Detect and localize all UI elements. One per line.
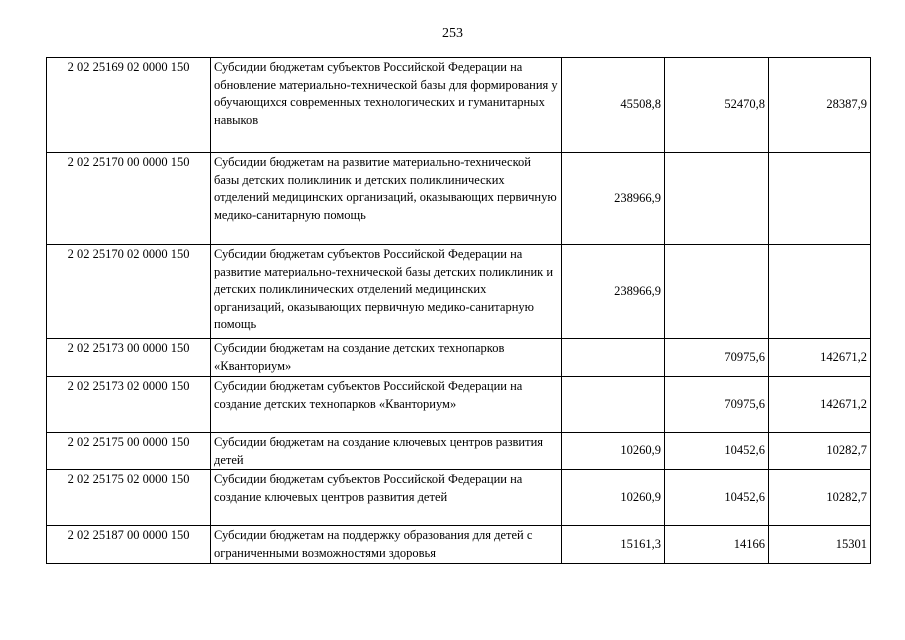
budget-code: 2 02 25169 02 0000 150 xyxy=(47,58,211,153)
budget-description: Субсидии бюджетам субъектов Российской Федерации на создание ключевых центров развития детей xyxy=(211,470,562,526)
budget-code: 2 02 25170 00 0000 150 xyxy=(47,153,211,245)
amount-col-1: 238966,9 xyxy=(562,153,665,245)
table-row xyxy=(47,526,871,564)
table-row xyxy=(47,245,871,339)
budget-description: Субсидии бюджетам субъектов Российской Федерации на создание детских технопарков «Кванториум» xyxy=(211,377,562,433)
amount-col-2 xyxy=(665,245,769,339)
amount-col-2: 52470,8 xyxy=(665,58,769,153)
budget-description: Субсидии бюджетам на поддержку образования для детей с ограниченными возможностями здоровья xyxy=(211,526,562,564)
budget-code: 2 02 25187 00 0000 150 xyxy=(47,526,211,564)
table-row xyxy=(47,470,871,526)
amount-col-1: 15161,3 xyxy=(562,526,665,564)
table-row xyxy=(47,339,871,377)
amount-col-1: 238966,9 xyxy=(562,245,665,339)
amount-col-2: 10452,6 xyxy=(665,433,769,470)
budget-description: Субсидии бюджетам субъектов Российской Федерации на развитие материально-технической базы детских поликлиник и детских поликлинических отделений медицинских организаций, оказывающих первичную медико-санитарную помощь xyxy=(211,245,562,339)
amount-col-3: 28387,9 xyxy=(769,58,871,153)
budget-description: Субсидии бюджетам на создание ключевых центров развития детей xyxy=(211,433,562,470)
amount-col-2 xyxy=(665,153,769,245)
amount-col-2: 10452,6 xyxy=(665,470,769,526)
budget-description: Субсидии бюджетам на создание детских технопарков «Кванториум» xyxy=(211,339,562,377)
amount-col-2: 70975,6 xyxy=(665,377,769,433)
budget-code: 2 02 25170 02 0000 150 xyxy=(47,245,211,339)
amount-col-2: 14166 xyxy=(665,526,769,564)
table-row xyxy=(47,153,871,245)
budget-table-body xyxy=(47,58,871,564)
amount-col-3 xyxy=(769,245,871,339)
budget-description: Субсидии бюджетам субъектов Российской Федерации на обновление материально-технической базы для формирования у обучающихся современных технологических и гуманитарных навыков xyxy=(211,58,562,153)
budget-code: 2 02 25175 00 0000 150 xyxy=(47,433,211,470)
amount-col-3 xyxy=(769,153,871,245)
table-row xyxy=(47,377,871,433)
amount-col-1: 45508,8 xyxy=(562,58,665,153)
amount-col-3: 15301 xyxy=(769,526,871,564)
amount-col-3: 142671,2 xyxy=(769,339,871,377)
amount-col-3: 142671,2 xyxy=(769,377,871,433)
budget-code: 2 02 25175 02 0000 150 xyxy=(47,470,211,526)
budget-table xyxy=(46,57,871,564)
amount-col-3: 10282,7 xyxy=(769,433,871,470)
amount-col-3: 10282,7 xyxy=(769,470,871,526)
amount-col-1 xyxy=(562,377,665,433)
table-row xyxy=(47,58,871,153)
page-number: 253 xyxy=(442,26,463,41)
amount-col-1: 10260,9 xyxy=(562,470,665,526)
budget-code: 2 02 25173 02 0000 150 xyxy=(47,377,211,433)
budget-code: 2 02 25173 00 0000 150 xyxy=(47,339,211,377)
amount-col-1: 10260,9 xyxy=(562,433,665,470)
amount-col-2: 70975,6 xyxy=(665,339,769,377)
table-row xyxy=(47,433,871,470)
amount-col-1 xyxy=(562,339,665,377)
budget-description: Субсидии бюджетам на развитие материально-технической базы детских поликлиник и детских поликлинических отделений медицинских организаций, оказывающих первичную медико-санитарную помощь xyxy=(211,153,562,245)
